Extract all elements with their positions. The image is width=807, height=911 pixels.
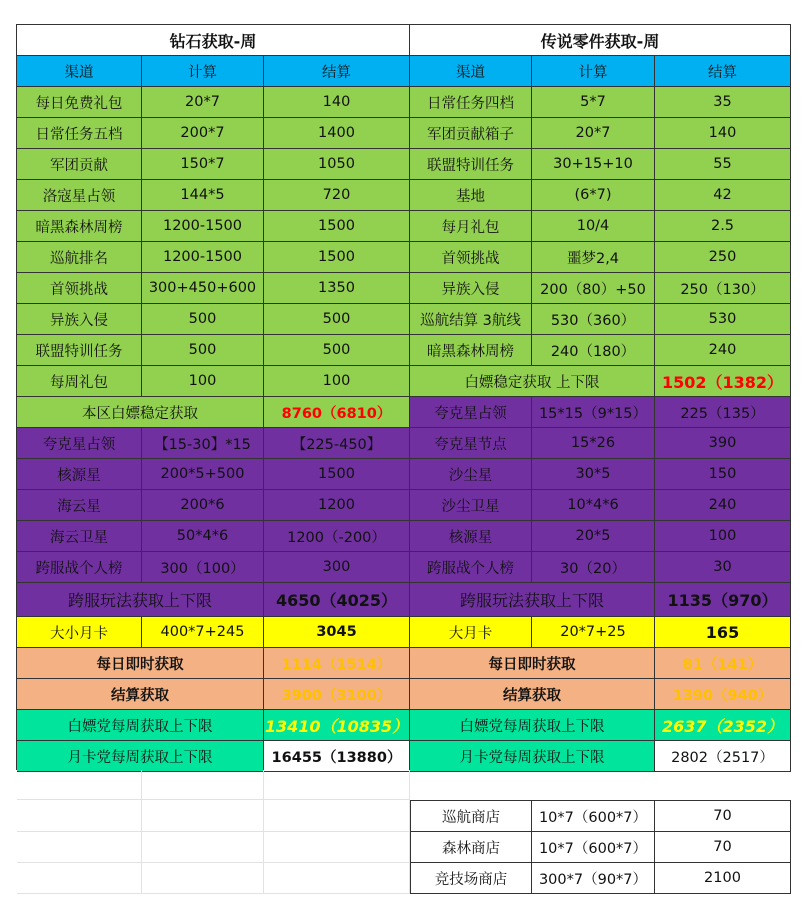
left-purple-cell[interactable]: 300（100） (142, 552, 264, 583)
right-row-cell[interactable]: 35 (655, 87, 791, 118)
left-purple-cell[interactable]: 200*5+500 (142, 459, 264, 490)
right-row-cell[interactable]: 240（180） (532, 335, 655, 366)
empty-grid-cell[interactable] (264, 832, 410, 863)
right-daily-label[interactable]: 每日即时获取 (410, 648, 655, 679)
left-cross-label[interactable]: 跨服玩法获取上下限 (17, 583, 264, 617)
empty-grid-cell[interactable] (264, 863, 410, 894)
right-row-cell[interactable]: 250 (655, 242, 791, 273)
right-card-label[interactable]: 大月卡 (410, 617, 532, 648)
empty-grid-cell[interactable] (17, 770, 142, 800)
left-cross-value[interactable]: 4650（4025） (264, 583, 410, 617)
right-row-cell[interactable]: 基地 (410, 180, 532, 211)
right-row-cell[interactable]: 2.5 (655, 211, 791, 242)
left-row-cell[interactable]: 1500 (264, 242, 410, 273)
empty-grid-cell[interactable] (142, 770, 264, 800)
right-header-1[interactable]: 计算 (532, 56, 655, 87)
left-header-0[interactable]: 渠道 (17, 56, 142, 87)
left-stable-label[interactable]: 本区白嫖稳定获取 (17, 397, 264, 428)
left-row-cell[interactable]: 洛寇星占领 (17, 180, 142, 211)
right-row-cell[interactable]: 30+15+10 (532, 149, 655, 180)
left-title[interactable]: 钻石获取-周 (17, 25, 410, 56)
right-purple-cell[interactable]: 15*26 (532, 428, 655, 459)
left-row-cell[interactable]: 500 (142, 304, 264, 335)
shop-cell[interactable]: 10*7（600*7） (532, 832, 655, 863)
right-purple-cell[interactable]: 夸克星占领 (410, 397, 532, 428)
right-purple-cell[interactable]: 15*15（9*15） (532, 397, 655, 428)
right-card-calc[interactable]: 20*7+25 (532, 617, 655, 648)
empty-grid-cell[interactable] (264, 800, 410, 832)
right-row-cell[interactable]: 军团贡献箱子 (410, 118, 532, 149)
left-row-cell[interactable]: 每周礼包 (17, 366, 142, 397)
shop-cell[interactable]: 70 (655, 801, 791, 832)
right-purple-cell[interactable]: 240 (655, 490, 791, 521)
right-free-weekly-label[interactable]: 白嫖党每周获取上下限 (410, 710, 655, 741)
left-row-cell[interactable]: 500 (264, 304, 410, 335)
right-title[interactable]: 传说零件获取-周 (410, 25, 791, 56)
right-header-0[interactable]: 渠道 (410, 56, 532, 87)
right-row-cell[interactable]: 140 (655, 118, 791, 149)
shop-cell[interactable]: 2100 (655, 863, 791, 894)
left-row-cell[interactable]: 暗黑森林周榜 (17, 211, 142, 242)
right-row-cell[interactable]: 异族入侵 (410, 273, 532, 304)
right-row-cell[interactable]: 首领挑战 (410, 242, 532, 273)
right-purple-cell[interactable]: 150 (655, 459, 791, 490)
right-cross-value[interactable]: 1135（970） (655, 583, 791, 617)
left-row-cell[interactable]: 军团贡献 (17, 149, 142, 180)
right-row-cell[interactable]: 日常任务四档 (410, 87, 532, 118)
right-row-cell[interactable]: 250（130） (655, 273, 791, 304)
shop-cell[interactable]: 森林商店 (411, 832, 532, 863)
left-card-weekly-label[interactable]: 月卡党每周获取上下限 (17, 741, 264, 772)
empty-grid-cell[interactable] (17, 863, 142, 894)
left-free-weekly-value[interactable]: 13410（10835） (264, 710, 410, 741)
left-settle-label[interactable]: 结算获取 (17, 679, 264, 710)
left-purple-cell[interactable]: 海云卫星 (17, 521, 142, 552)
left-purple-cell[interactable]: 200*6 (142, 490, 264, 521)
left-purple-cell[interactable]: 300 (264, 552, 410, 583)
left-row-cell[interactable]: 100 (142, 366, 264, 397)
right-purple-cell[interactable]: 沙尘星 (410, 459, 532, 490)
right-purple-cell[interactable]: 100 (655, 521, 791, 552)
left-purple-cell[interactable]: 【225-450】 (264, 428, 410, 459)
left-stable-value[interactable]: 8760（6810） (264, 397, 410, 428)
right-row-cell[interactable]: 噩梦2,4 (532, 242, 655, 273)
right-free-weekly-value[interactable]: 2637（2352） (655, 710, 791, 741)
right-purple-cell[interactable]: 20*5 (532, 521, 655, 552)
left-purple-cell[interactable]: 核源星 (17, 459, 142, 490)
right-purple-cell[interactable]: 夸克星节点 (410, 428, 532, 459)
shop-cell[interactable]: 10*7（600*7） (532, 801, 655, 832)
right-row-cell[interactable]: 42 (655, 180, 791, 211)
right-row-cell[interactable]: 530 (655, 304, 791, 335)
left-purple-cell[interactable]: 1500 (264, 459, 410, 490)
left-free-weekly-label[interactable]: 白嫖党每周获取上下限 (17, 710, 264, 741)
right-daily-value[interactable]: 81（141） (655, 648, 791, 679)
left-row-cell[interactable]: 500 (264, 335, 410, 366)
left-row-cell[interactable]: 140 (264, 87, 410, 118)
empty-grid-cell[interactable] (17, 832, 142, 863)
right-row-cell[interactable]: 20*7 (532, 118, 655, 149)
left-row-cell[interactable]: 100 (264, 366, 410, 397)
left-row-cell[interactable]: 1500 (264, 211, 410, 242)
right-settle-value[interactable]: 1390（940） (655, 679, 791, 710)
right-purple-cell[interactable]: 30（20） (532, 552, 655, 583)
left-row-cell[interactable]: 1200-1500 (142, 242, 264, 273)
left-row-cell[interactable]: 日常任务五档 (17, 118, 142, 149)
left-purple-cell[interactable]: 【15-30】*15 (142, 428, 264, 459)
left-row-cell[interactable]: 巡航排名 (17, 242, 142, 273)
left-daily-label[interactable]: 每日即时获取 (17, 648, 264, 679)
right-row-cell[interactable]: 55 (655, 149, 791, 180)
left-row-cell[interactable]: 200*7 (142, 118, 264, 149)
left-row-cell[interactable]: 联盟特训任务 (17, 335, 142, 366)
left-card-value[interactable]: 3045 (264, 617, 410, 648)
right-row-cell[interactable]: 巡航结算 3航线 (410, 304, 532, 335)
shop-cell[interactable]: 70 (655, 832, 791, 863)
right-purple-cell[interactable]: 30 (655, 552, 791, 583)
right-row-cell[interactable]: 联盟特训任务 (410, 149, 532, 180)
empty-grid-cell[interactable] (142, 832, 264, 863)
empty-grid-cell[interactable] (264, 770, 410, 800)
left-row-cell[interactable]: 1400 (264, 118, 410, 149)
right-card-weekly-label[interactable]: 月卡党每周获取上下限 (410, 741, 655, 772)
left-header-1[interactable]: 计算 (142, 56, 264, 87)
left-row-cell[interactable]: 150*7 (142, 149, 264, 180)
shop-cell[interactable]: 300*7（90*7） (532, 863, 655, 894)
right-cross-label[interactable]: 跨服玩法获取上下限 (410, 583, 655, 617)
left-card-label[interactable]: 大小月卡 (17, 617, 142, 648)
empty-grid-cell[interactable] (142, 863, 264, 894)
right-purple-cell[interactable]: 跨服战个人榜 (410, 552, 532, 583)
right-row-cell[interactable]: 530（360） (532, 304, 655, 335)
left-purple-cell[interactable]: 海云星 (17, 490, 142, 521)
right-row-cell[interactable]: (6*7) (532, 180, 655, 211)
right-row-cell[interactable]: 每月礼包 (410, 211, 532, 242)
left-card-weekly-value[interactable]: 16455（13880） (264, 741, 410, 772)
right-row-cell[interactable]: 5*7 (532, 87, 655, 118)
left-row-cell[interactable]: 异族入侵 (17, 304, 142, 335)
left-header-2[interactable]: 结算 (264, 56, 410, 87)
empty-grid-cell[interactable] (142, 800, 264, 832)
left-row-cell[interactable]: 720 (264, 180, 410, 211)
right-card-value[interactable]: 165 (655, 617, 791, 648)
right-purple-cell[interactable]: 沙尘卫星 (410, 490, 532, 521)
right-purple-cell[interactable]: 10*4*6 (532, 490, 655, 521)
left-card-calc[interactable]: 400*7+245 (142, 617, 264, 648)
right-purple-cell[interactable]: 核源星 (410, 521, 532, 552)
right-row-cell[interactable]: 10/4 (532, 211, 655, 242)
right-purple-cell[interactable]: 390 (655, 428, 791, 459)
left-row-cell[interactable]: 首领挑战 (17, 273, 142, 304)
left-settle-value[interactable]: 3900（3100） (264, 679, 410, 710)
left-row-cell[interactable]: 300+450+600 (142, 273, 264, 304)
left-purple-cell[interactable]: 跨服战个人榜 (17, 552, 142, 583)
right-purple-cell[interactable]: 30*5 (532, 459, 655, 490)
right-header-2[interactable]: 结算 (655, 56, 791, 87)
left-row-cell[interactable]: 每日免费礼包 (17, 87, 142, 118)
right-card-weekly-value[interactable]: 2802（2517） (655, 741, 791, 772)
shop-cell[interactable]: 巡航商店 (411, 801, 532, 832)
right-stable-label[interactable]: 白嫖稳定获取 上下限 (410, 366, 655, 397)
left-row-cell[interactable]: 1200-1500 (142, 211, 264, 242)
right-purple-cell[interactable]: 225（135） (655, 397, 791, 428)
right-row-cell[interactable]: 暗黑森林周榜 (410, 335, 532, 366)
right-stable-value[interactable]: 1502（1382） (655, 366, 791, 397)
left-row-cell[interactable]: 1050 (264, 149, 410, 180)
shop-cell[interactable]: 竞技场商店 (411, 863, 532, 894)
left-purple-cell[interactable]: 1200（-200） (264, 521, 410, 552)
left-row-cell[interactable]: 1350 (264, 273, 410, 304)
right-row-cell[interactable]: 240 (655, 335, 791, 366)
left-row-cell[interactable]: 20*7 (142, 87, 264, 118)
left-purple-cell[interactable]: 1200 (264, 490, 410, 521)
left-daily-value[interactable]: 1114（1514） (264, 648, 410, 679)
left-row-cell[interactable]: 500 (142, 335, 264, 366)
empty-grid-cell[interactable] (17, 800, 142, 832)
left-purple-cell[interactable]: 夸克星占领 (17, 428, 142, 459)
right-row-cell[interactable]: 200（80）+50 (532, 273, 655, 304)
right-settle-label[interactable]: 结算获取 (410, 679, 655, 710)
left-purple-cell[interactable]: 50*4*6 (142, 521, 264, 552)
left-row-cell[interactable]: 144*5 (142, 180, 264, 211)
